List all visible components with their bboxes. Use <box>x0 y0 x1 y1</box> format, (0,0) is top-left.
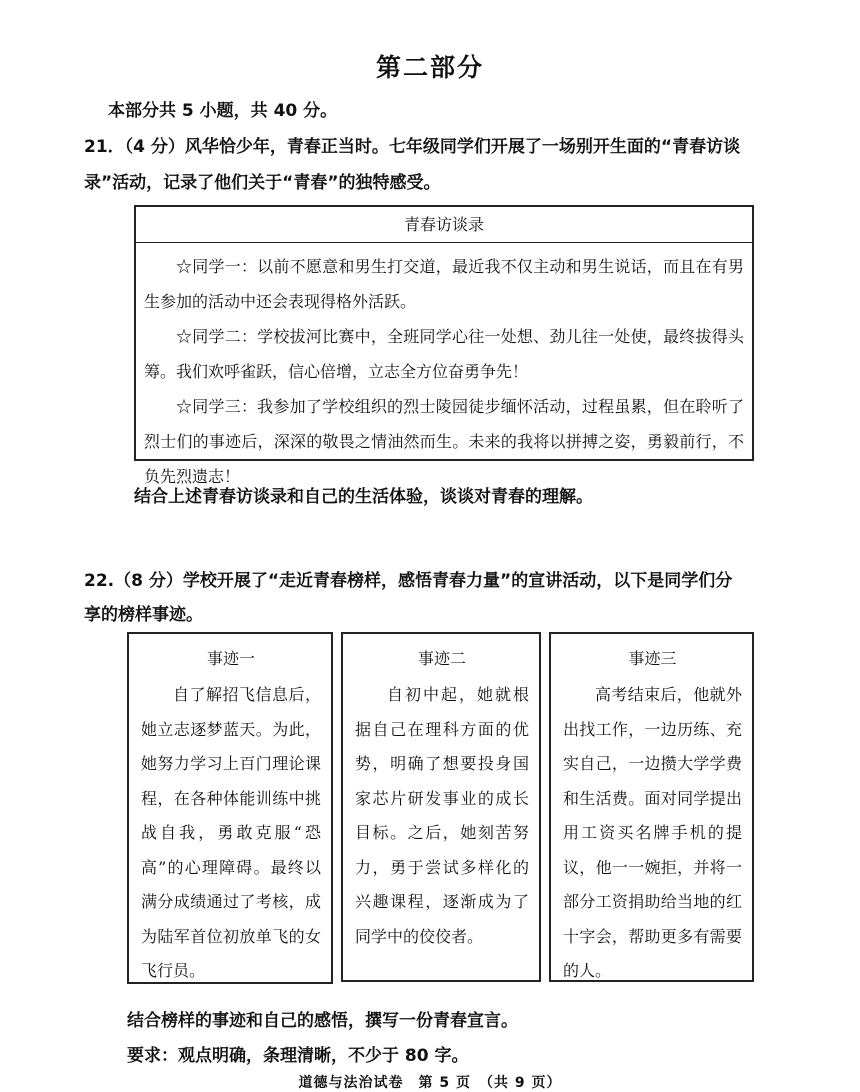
section-intro: 本部分共 5 小题，共 40 分。 <box>108 101 338 121</box>
story-title-2: 事迹二 <box>417 649 466 668</box>
q22-prompt: 结合榜样的事迹和自己的感悟，撰写一份青春宣言。 <box>127 1011 518 1031</box>
q22-stem-line1: 22.（8 分）学校开展了“走近青春榜样，感悟青春力量”的宣讲活动，以下是同学们分 <box>84 571 733 591</box>
story-body-3: 高考结束后，他就外出找工作，一边历练、充实自己，一边攒大学学费和生活费。面对同学提出用工资买名牌手机的提议，他一一婉拒，并将一部分工资捐助给当地的红十字会，帮助更多有需要的人。 <box>563 685 742 980</box>
page-footer: 道德与法治试卷 第 5 页 （共 9 页） <box>298 1075 562 1091</box>
q22-stem-line2: 享的榜样事迹。 <box>84 605 203 625</box>
q21-stem-line1: 21．（4 分）风华恰少年，青春正当时。七年级同学们开展了一场别开生面的“青春访谈 <box>84 137 741 157</box>
story-box-3 <box>549 632 754 982</box>
q21-stem-line2: 录”活动，记录了他们关于“青春”的独特感受。 <box>84 173 441 193</box>
q21-prompt: 结合上述青春访谈录和自己的生活体验，谈谈对青春的理解。 <box>134 487 593 507</box>
story-box-2 <box>341 632 541 982</box>
q22-requirement: 要求：观点明确，条理清晰，不少于 80 字。 <box>127 1046 469 1066</box>
story-box-1 <box>127 632 333 984</box>
story-title-3: 事迹三 <box>628 649 677 668</box>
section-title: 第二部分 <box>375 53 484 82</box>
interview-entry-2: ☆同学二：学校拔河比赛中，全班同学心往一处想、劲儿往一处使，最终拔得头筹。我们欢呼雀跃，信心倍增，立志全方位奋勇争先！ <box>144 327 744 381</box>
interview-entry-1: ☆同学一：以前不愿意和男生打交道，最近我不仅主动和男生说话，而且在有男生参加的活动中还会表现得格外活跃。 <box>144 257 744 311</box>
interview-entry-3: ☆同学三：我参加了学校组织的烈士陵园徒步缅怀活动，过程虽累，但在聆听了烈士们的事迹后，深深的敬畏之情油然而生。未来的我将以拼搏之姿，勇毅前行，不负先烈遗志！ <box>144 397 744 486</box>
interview-record-box <box>134 205 754 486</box>
story-title-1: 事迹一 <box>206 649 255 668</box>
interview-record-body <box>136 243 752 494</box>
story-body-1: 自了解招飞信息后，她立志逐梦蓝天。为此，她努力学习上百门理论课程，在各种体能训练中挑战自我，勇敢克服“恐高”的心理障碍。最终以满分成绩通过了考核，成为陆军首位初放单飞的女飞行员。 <box>141 685 321 980</box>
story-body-2: 自初中起，她就根据自己在理科方面的优势，明确了想要投身国家芯片研发事业的成长目标。之后，她刻苦努力，勇于尝试多样化的兴趣课程，逐渐成为了同学中的佼佼者。 <box>355 685 529 946</box>
interview-record-title: 青春访谈录 <box>136 207 752 243</box>
